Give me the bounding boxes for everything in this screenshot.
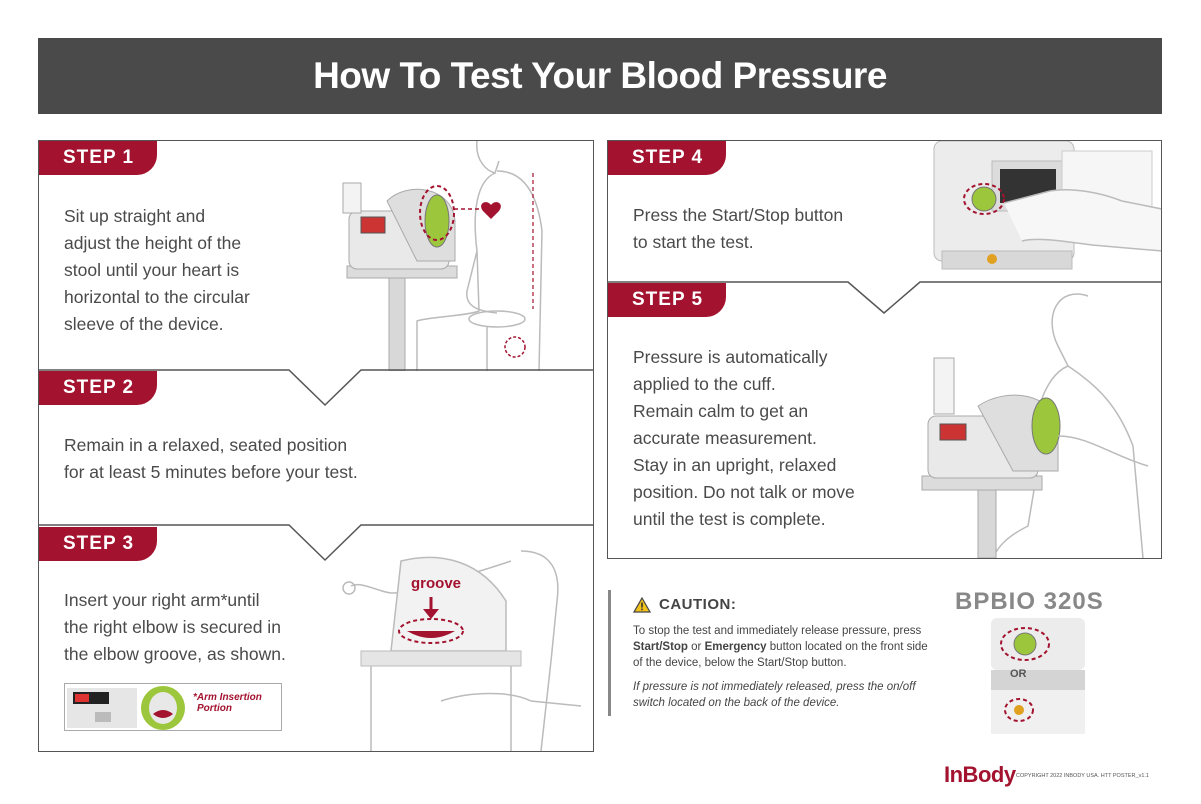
step-5-label: STEP 5 [632,289,704,310]
step-5-line: Stay in an upright, relaxed [633,455,837,475]
step-4-text [633,202,903,256]
left-steps-panel [38,140,594,752]
step-5-line: accurate measurement. [633,428,817,448]
caution-text: To stop the test and immediately release pressure, press [633,625,922,637]
step-4-illustration [932,141,1162,281]
caution-title: CAUTION: [659,596,737,613]
step-5-line: Pressure is automatically [633,347,828,367]
or-label: OR [1010,668,1027,680]
step-3-label: STEP 3 [63,533,135,554]
step-2-text [64,432,484,486]
step-1-line: stool until your heart is [64,260,240,280]
step-1-label: STEP 1 [63,147,135,168]
right-steps-panel [607,140,1162,559]
arm-insertion-note-line: *Arm Insertion [193,692,262,703]
caution-italic-note: If pressure is not immediately released, press the on/off switch located on the back of the device. [633,681,916,709]
start-stop-bold: Start/Stop [633,641,688,653]
step-5-line: Remain calm to get an [633,401,809,421]
step-1-text [64,203,304,338]
step-3-line: the right elbow is secured in [64,617,281,637]
title-bar [38,38,1162,114]
step-5-tab [608,283,726,317]
caution-box [608,590,938,716]
step-1-line: sleeve of the device. [64,314,224,334]
caution-text: or [687,641,705,653]
step-3-tab [39,527,157,561]
model-name: BPBIO 320S [955,588,1104,615]
arm-insertion-inset [64,683,282,731]
step-5-line: applied to the cuff. [633,374,776,394]
caution-text: button located on the front side of the device, below the Start/Stop button. [633,641,928,669]
step-3-line: Insert your right arm*until [64,590,260,610]
step-4-line: to start the test. [633,232,754,252]
step-1-line: horizontal to the circular [64,287,250,307]
step-2-line: Remain in a relaxed, seated position [64,435,348,455]
step-2-tab [39,371,157,405]
brand-logo: InBody [944,762,1016,787]
step-2-label: STEP 2 [63,377,135,398]
step-1-illustration [327,141,587,371]
step-5-line: position. Do not talk or move [633,482,855,502]
step-1-line: Sit up straight and [64,206,206,226]
caution-body [633,623,938,671]
arm-insertion-note-line: Portion [197,703,232,714]
step-4-line: Press the Start/Stop button [633,205,844,225]
device-closeup-image [65,684,185,730]
step-5-text [633,344,903,533]
step-1-line: adjust the height of the [64,233,242,253]
emergency-bold: Emergency [704,641,767,653]
step-3-line: the elbow groove, as shown. [64,644,286,664]
step-5-line: until the test is complete. [633,509,826,529]
step-2-line: for at least 5 minutes before your test. [64,462,358,482]
copyright-text: COPYRIGHT 2022 INBODY USA. HTT POSTER_v1.1 [1016,773,1149,779]
arm-insertion-note [193,692,262,714]
step-3-illustration [331,541,593,751]
device-buttons-illustration [975,618,1085,738]
caution-heading [633,596,938,613]
warning-icon [633,597,651,613]
step-1-tab [39,141,157,175]
page-title: How To Test Your Blood Pressure [313,55,887,96]
groove-label: groove [411,575,462,592]
step-3-text [64,587,324,668]
step-4-label: STEP 4 [632,147,704,168]
step-5-illustration [918,286,1162,558]
step-4-tab [608,141,726,175]
